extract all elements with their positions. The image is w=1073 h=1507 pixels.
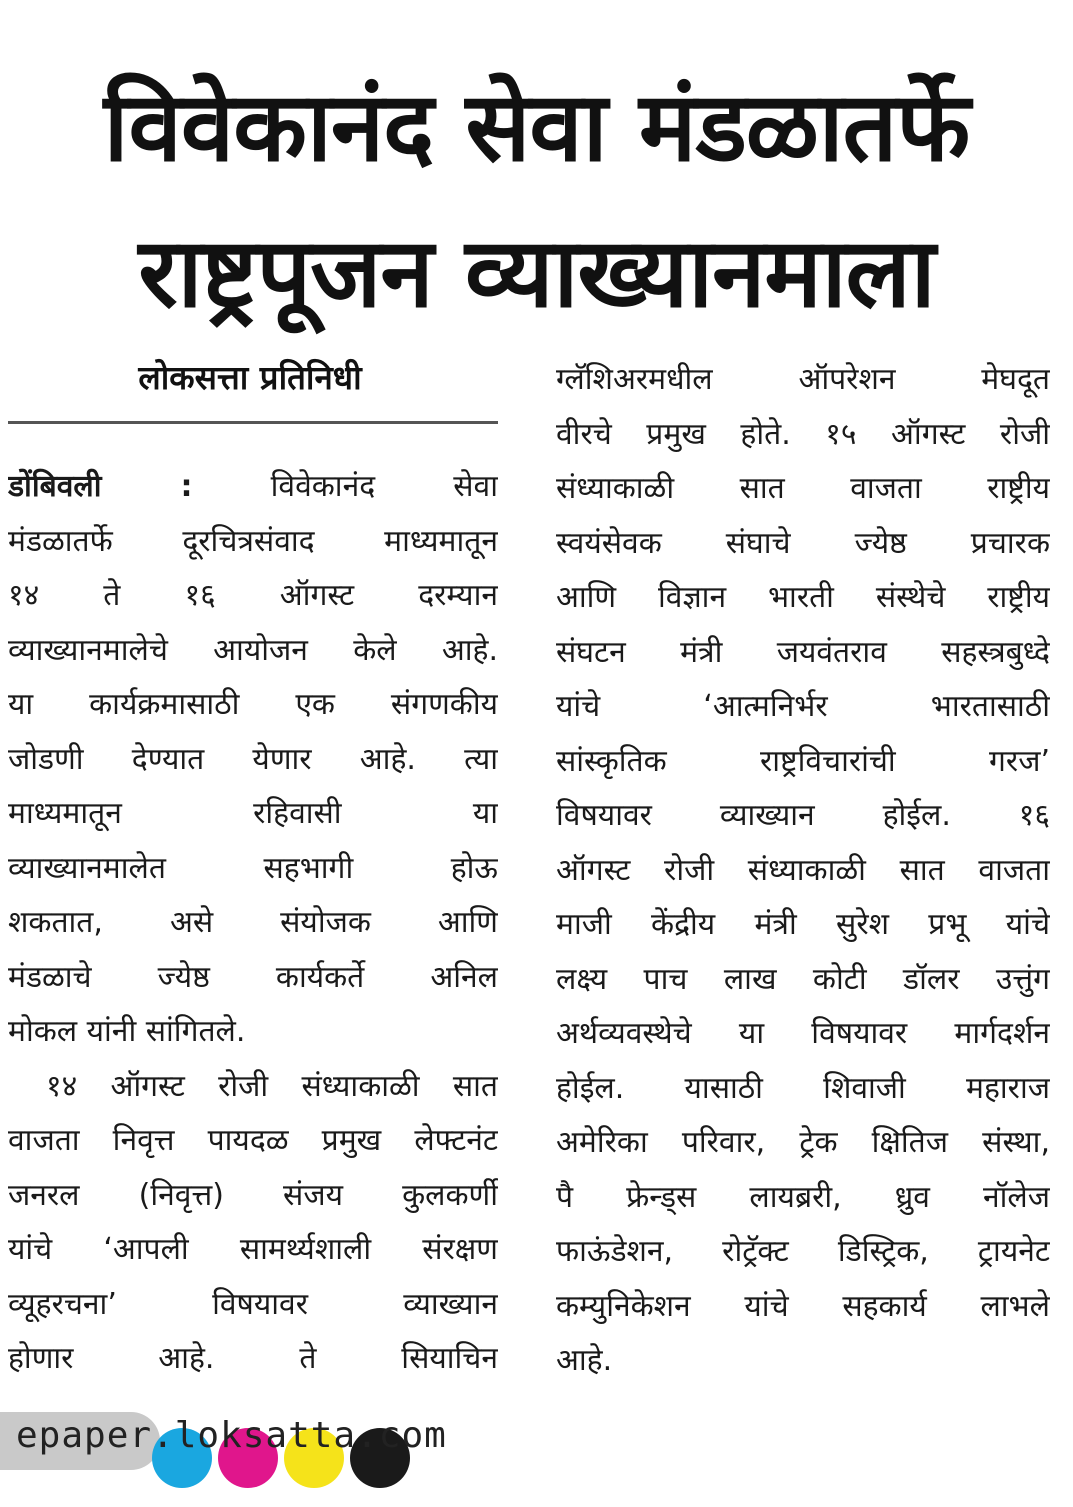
article-line: स्वयंसेवक संघाचे ज्येष्ठ प्रचारक [556, 525, 1050, 561]
article-column-right [556, 353, 1050, 1389]
article-line: ऑगस्ट रोजी संध्याकाळी सात वाजता [556, 852, 1050, 888]
article-line: मंडळाचे ज्येष्ठ कार्यकर्ते अनिल [8, 959, 498, 995]
article-line: १४ ते १६ ऑगस्ट दरम्यान [8, 578, 498, 613]
article-line [8, 460, 498, 515]
article-column-left [8, 460, 498, 1387]
article-line: पै फ्रेन्ड्स लायब्ररी, ध्रुव नॉलेज [556, 1179, 1050, 1215]
article-line: यांचे ‘आपली सामर्थ्यशाली संरक्षण [8, 1232, 498, 1267]
article-line-text: विवेकानंद सेवा [270, 469, 498, 504]
article-line: सांस्कृतिक राष्ट्रविचारांची गरज’ [556, 743, 1050, 779]
epaper-footer [0, 1400, 1073, 1507]
dateline: डोंबिवली : [8, 469, 193, 504]
article-line: मोकल यांनी सांगितले. [8, 1014, 246, 1049]
article-line: आहे. [556, 1343, 613, 1378]
article-line: फाऊंडेशन, रोट्रॅक्ट डिस्ट्रिक, ट्रायनेट [556, 1234, 1050, 1269]
article-line: १४ ऑगस्ट रोजी संध्याकाळी सात [46, 1068, 498, 1104]
article-line: संध्याकाळी सात वाजता राष्ट्रीय [556, 471, 1050, 506]
byline-divider [8, 421, 498, 424]
article-line: होईल. यासाठी शिवाजी महाराज [556, 1070, 1050, 1106]
article-line: होणार आहे. ते सियाचिन [8, 1341, 498, 1376]
article-line: मंडळातर्फे दूरचित्रसंवाद माध्यमातून [8, 523, 498, 559]
article-line: शकतात, असे संयोजक आणि [8, 905, 498, 940]
article-line: व्याख्यानमालेचे आयोजन केले आहे. [8, 632, 498, 668]
article-line: माध्यमातून रहिवासी या [8, 796, 498, 831]
watermark-text: epaper.loksatta.com [16, 1415, 447, 1456]
article-line: जोडणी देण्यात येणार आहे. त्या [8, 741, 498, 777]
article-line: व्याख्यानमालेत सहभागी होऊ [8, 850, 498, 886]
article-line: लक्ष्य पाच लाख कोटी डॉलर उत्तुंग [556, 961, 1050, 997]
article-line: जनरल (निवृत्त) संजय कुलकर्णी [8, 1177, 498, 1213]
article-line: ग्लॅशिअरमधील ऑपरेशन मेघदूत [556, 362, 1050, 397]
article-line: विषयावर व्याख्यान होईल. १६ [556, 798, 1050, 833]
article-line: वाजता निवृत्त पायदळ प्रमुख लेफ्टनंट [8, 1123, 498, 1158]
headline-line-1: विवेकानंद सेवा मंडळातर्फे [103, 71, 970, 183]
article-line: माजी केंद्रीय मंत्री सुरेश प्रभू यांचे [556, 907, 1050, 942]
article-line: आणि विज्ञान भारती संस्थेचे राष्ट्रीय [556, 580, 1050, 615]
article-line: कम्युनिकेशन यांचे सहकार्य लाभले [556, 1288, 1050, 1324]
headline-line-2: राष्ट्रपूजन व्याख्यानमाला [138, 217, 935, 329]
article-line: यांचे ‘आत्मनिर्भर भारतासाठी [556, 689, 1050, 724]
byline: लोकसत्ता प्रतिनिधी [138, 358, 362, 397]
article-line: अमेरिका परिवार, ट्रेक क्षितिज संस्था, [556, 1125, 1050, 1160]
article-line: या कार्यक्रमासाठी एक संगणकीय [8, 687, 498, 722]
article-line: अर्थव्यवस्थेचे या विषयावर मार्गदर्शन [556, 1016, 1050, 1051]
article-line: व्यूहरचना’ विषयावर व्याख्यान [8, 1286, 498, 1322]
article-line: वीरचे प्रमुख होते. १५ ऑगस्ट रोजी [556, 416, 1050, 452]
article-line: संघटन मंत्री जयवंतराव सहस्त्रबुध्दे [556, 634, 1050, 670]
